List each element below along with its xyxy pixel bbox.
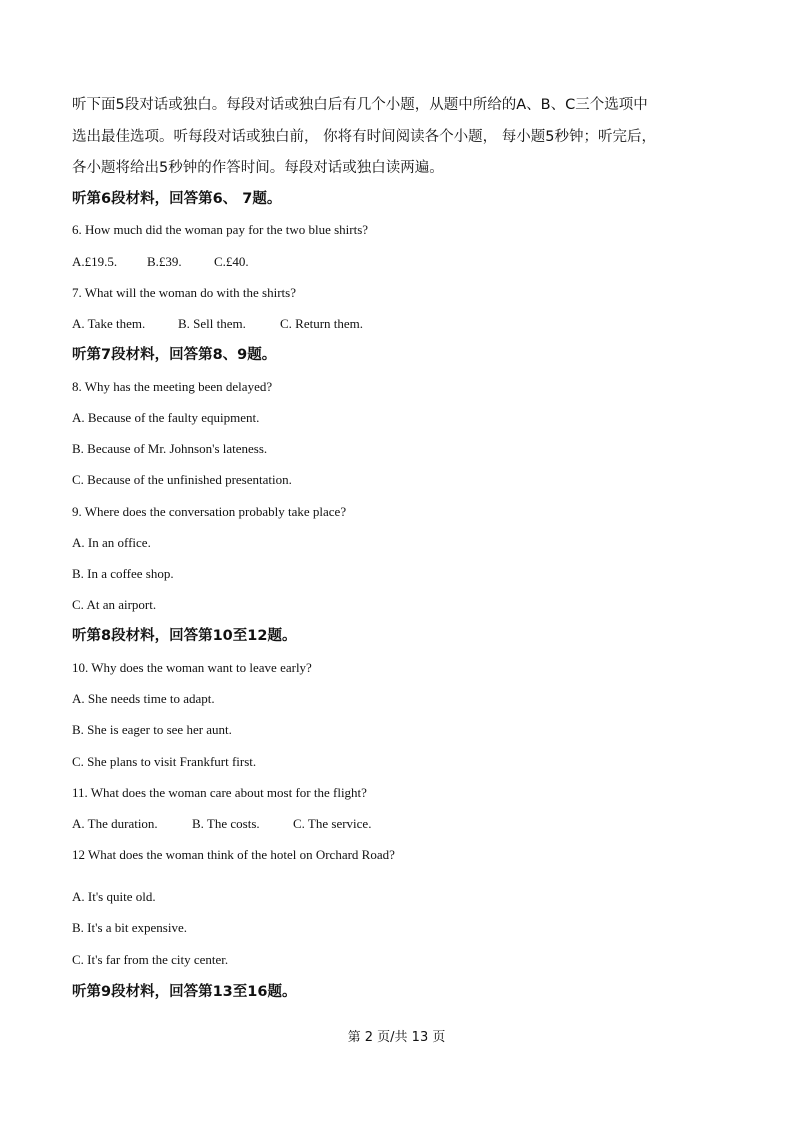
question-10-option-b: B. She is eager to see her aunt. [72, 722, 232, 737]
question-11-option-c: C. The service. [293, 816, 372, 831]
question-9-option-b: B. In a coffee shop. [72, 566, 174, 581]
question-7-stem: 7. What will the woman do with the shirts? [72, 285, 296, 300]
question-7-options [72, 316, 363, 332]
instructions-line-1: 听下面5段对话或独白。每段对话或独白后有几个小题，从题中所给的A、B、C三个选项中 [72, 97, 648, 113]
question-12-option-b: B. It's a bit expensive. [72, 920, 187, 935]
question-11-options [72, 816, 371, 832]
question-12-option-a: A. It's quite old. [72, 889, 156, 904]
question-10-stem: 10. Why does the woman want to leave early? [72, 660, 312, 675]
question-10-option-c: C. She plans to visit Frankfurt first. [72, 754, 257, 769]
question-8-option-b: B. Because of Mr. Johnson's lateness. [72, 441, 268, 456]
section-heading-6: 听第6段材料，回答第6、 7题。 [72, 191, 282, 207]
question-6-options [72, 254, 249, 270]
instructions-line-2: 选出最佳选项。听每段对话或独白前， 你将有时间阅读各个小题， 每小题5秒钟；听完后， [72, 129, 656, 145]
question-8-stem: 8. Why has the meeting been delayed? [72, 379, 273, 394]
question-8-option-c: C. Because of the unfinished presentation. [72, 472, 292, 487]
question-6-option-b: B.£39. [147, 254, 182, 269]
question-11-option-a: A. The duration. [72, 816, 158, 831]
question-7-option-a: A. Take them. [72, 316, 146, 331]
section-heading-8: 听第8段材料，回答第10至12题。 [72, 628, 297, 644]
question-12-option-c: C. It's far from the city center. [72, 952, 229, 967]
question-12-stem: 12 What does the woman think of the hotel on Orchard Road? [72, 847, 395, 862]
question-7-option-b: B. Sell them. [178, 316, 246, 331]
question-8-option-a: A. Because of the faulty equipment. [72, 410, 260, 425]
question-9-option-c: C. At an airport. [72, 597, 157, 612]
question-11-option-b: B. The costs. [192, 816, 260, 831]
page-footer: 第 2 页/共 13 页 [347, 1030, 446, 1045]
question-9-stem: 9. Where does the conversation probably take place? [72, 504, 347, 519]
question-6-stem: 6. How much did the woman pay for the two blue shirts? [72, 222, 369, 237]
question-11-stem: 11. What does the woman care about most for the flight? [72, 785, 367, 800]
question-9-option-a: A. In an office. [72, 535, 151, 550]
question-6-option-a: A.£19.5. [72, 254, 118, 269]
section-heading-7: 听第7段材料，回答第8、9题。 [72, 347, 277, 363]
section-heading-9: 听第9段材料，回答第13至16题。 [72, 984, 297, 1000]
question-7-option-c: C. Return them. [280, 316, 364, 331]
question-6-option-c: C.£40. [214, 254, 249, 269]
question-10-option-a: A. She needs time to adapt. [72, 691, 215, 706]
instructions-line-3: 各小题将给出5秒钟的作答时间。每段对话或独白读两遍。 [72, 160, 444, 176]
